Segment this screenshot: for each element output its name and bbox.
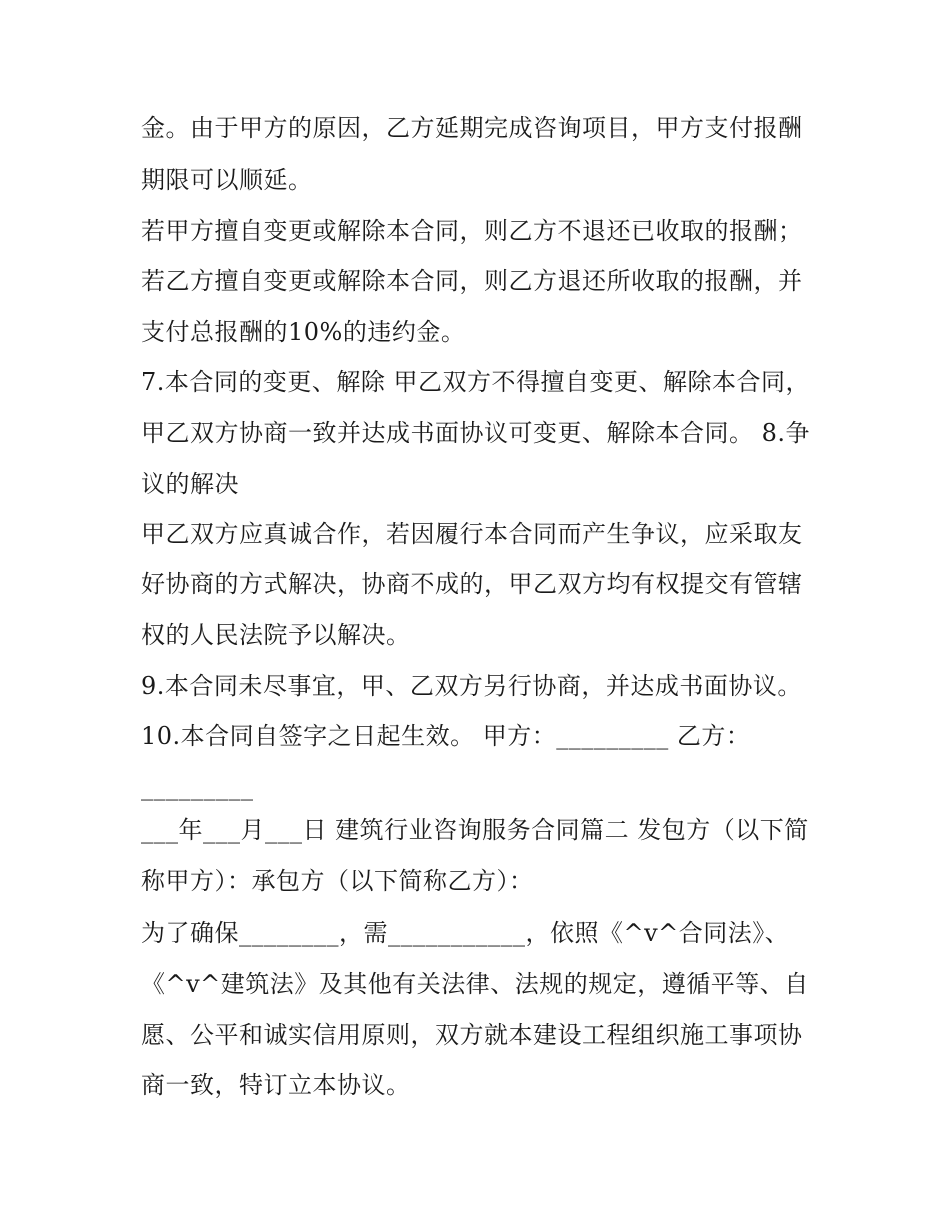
text-line: 甲乙双方应真诚合作，若因履行本合同而产生争议，应采取友 bbox=[141, 520, 803, 548]
text-line: 若甲方擅自变更或解除本合同，则乙方不退还已收取的报酬； bbox=[141, 217, 803, 245]
text-line: 为了确保________，需___________，依照《^v^合同法》、 bbox=[141, 919, 790, 947]
text-line: 商一致，特订立本协议。 bbox=[141, 1071, 411, 1099]
text-line: 议的解决 bbox=[141, 470, 239, 498]
text-line: 9.本合同未尽事宜，甲、乙双方另行协商，并达成书面协议。 bbox=[141, 672, 802, 700]
text-line: 7.本合同的变更、解除 甲乙双方不得擅自变更、解除本合同， bbox=[141, 368, 811, 396]
text-line: 《^v^建筑法》及其他有关法律、法规的规定，遵循平等、自 bbox=[141, 970, 809, 998]
text-line: ___年___月___日 建筑行业咨询服务合同篇二 发包方（以下简 bbox=[141, 816, 809, 844]
text-line: 若乙方擅自变更或解除本合同，则乙方退还所收取的报酬，并 bbox=[141, 267, 803, 295]
text-line: 愿、公平和诚实信用原则，双方就本建设工程组织施工事项协 bbox=[141, 1021, 803, 1049]
text-line: 称甲方）：承包方（以下简称乙方）： bbox=[141, 867, 534, 895]
text-line: 期限可以顺延。 bbox=[141, 166, 313, 194]
text-line: _________ bbox=[141, 773, 254, 801]
text-line: 好协商的方式解决，协商不成的，甲乙双方均有权提交有管辖 bbox=[141, 570, 803, 598]
text-line: 支付总报酬的10%的违约金。 bbox=[141, 318, 466, 346]
text-line: 权的人民法院予以解决。 bbox=[141, 621, 411, 649]
text-line: 10.本合同自签字之日起生效。 甲方：_________ 乙方： bbox=[141, 722, 751, 750]
text-line: 甲乙双方协商一致并达成书面协议可变更、解除本合同。 8.争 bbox=[141, 419, 811, 447]
text-line: 金。由于甲方的原因，乙方延期完成咨询项目，甲方支付报酬 bbox=[141, 114, 803, 142]
